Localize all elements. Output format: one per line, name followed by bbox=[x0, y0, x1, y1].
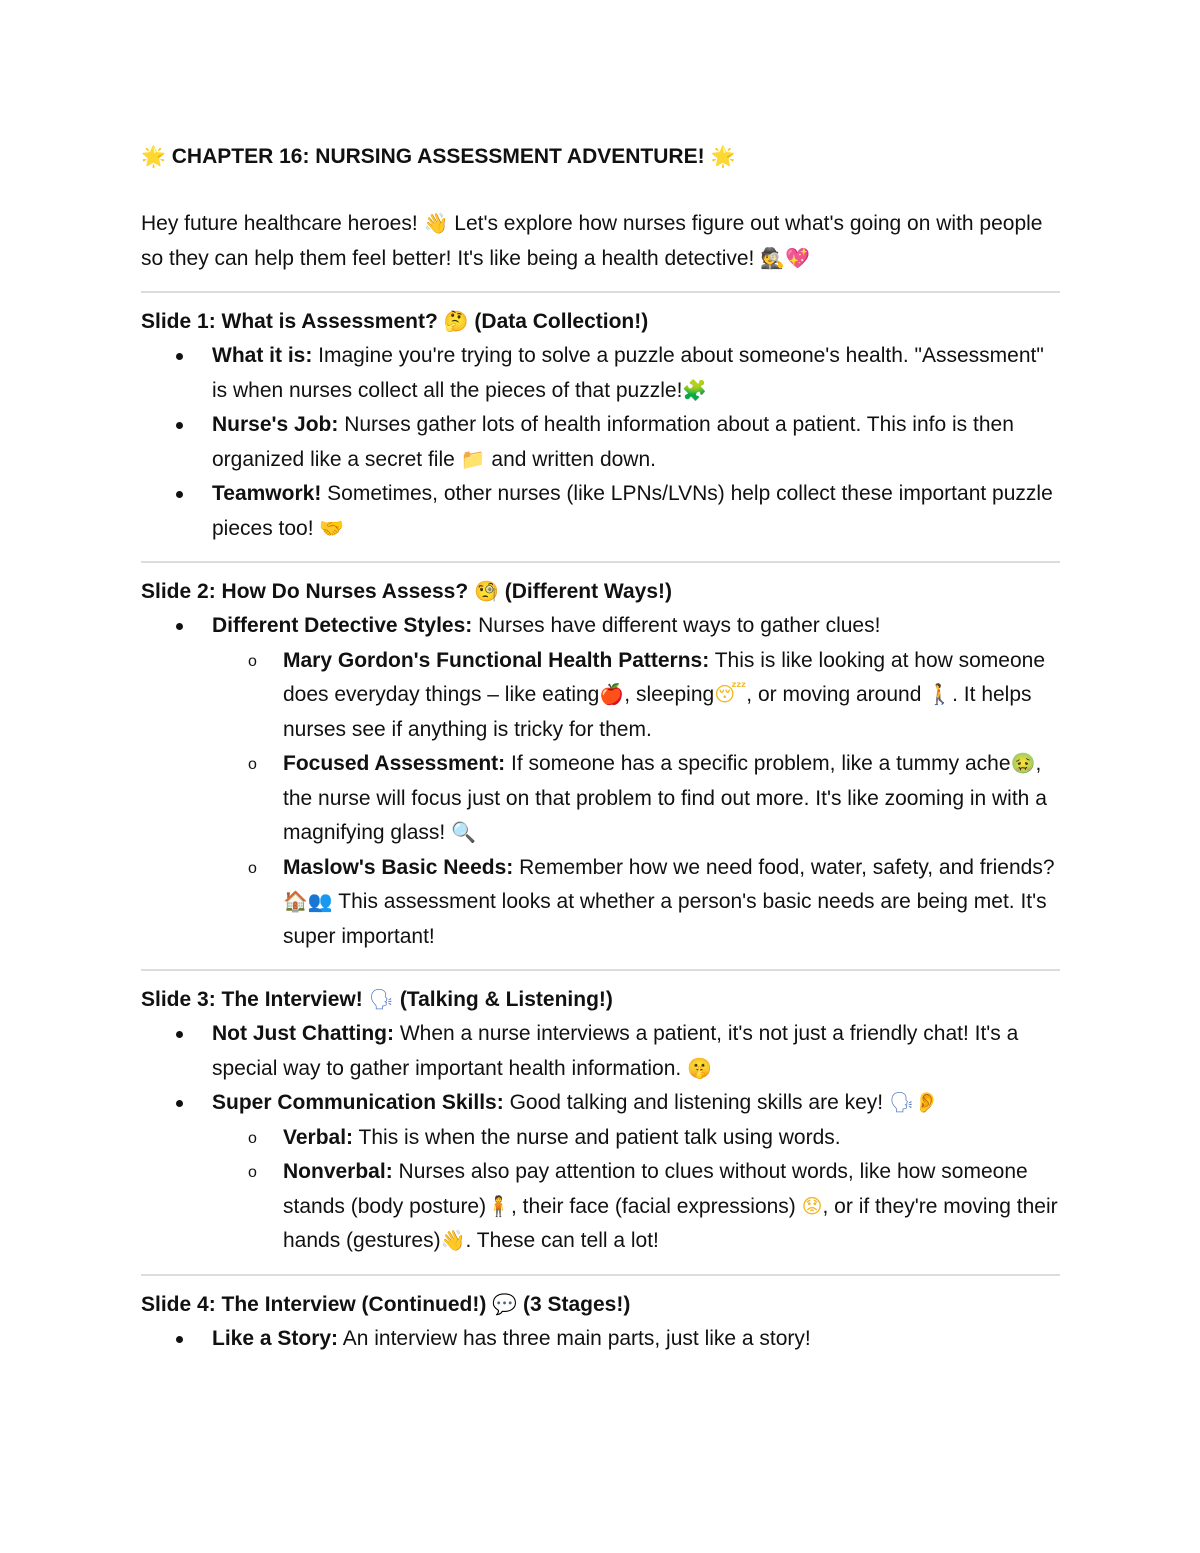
item-label: Like a Story: bbox=[212, 1326, 339, 1350]
slide-2-section bbox=[141, 575, 1060, 954]
waving-hand-icon: 👋 bbox=[440, 1228, 466, 1252]
item-label: Not Just Chatting: bbox=[212, 1022, 394, 1045]
slide-2-heading bbox=[141, 575, 1060, 609]
slide-heading-text: Slide 3: The Interview! bbox=[141, 988, 363, 1011]
folder-icon: 📁 bbox=[460, 446, 486, 471]
shushing-face-icon: 🤫 bbox=[687, 1055, 712, 1080]
item-text: If someone has a specific problem, like a tummy ache bbox=[510, 752, 1011, 775]
slide-heading-tail: (Talking & Listening!) bbox=[399, 988, 613, 1011]
intro-text: Hey future healthcare heroes! bbox=[141, 212, 418, 235]
item-text: , or moving around bbox=[746, 683, 922, 706]
sparkling-heart-icon: 💖 bbox=[785, 246, 811, 270]
intro-paragraph bbox=[141, 206, 1060, 276]
slide-heading-tail: (3 Stages!) bbox=[522, 1292, 631, 1316]
slide-4-section bbox=[141, 1288, 1060, 1357]
sub-list-item bbox=[283, 644, 1060, 748]
slide-4-heading bbox=[141, 1288, 1060, 1322]
speech-balloon-icon: 💬 bbox=[492, 1291, 518, 1316]
item-text: Good talking and listening skills are key! bbox=[509, 1091, 884, 1114]
list-item bbox=[212, 1322, 1060, 1357]
list-item bbox=[212, 609, 1060, 954]
item-label: Mary Gordon's Functional Health Patterns: bbox=[283, 648, 710, 672]
item-label: Super Communication Skills: bbox=[212, 1091, 504, 1114]
sub-list-item bbox=[283, 1121, 1060, 1156]
item-label: Verbal: bbox=[283, 1125, 354, 1149]
chapter-title-text: CHAPTER 16: NURSING ASSESSMENT ADVENTURE! bbox=[171, 145, 705, 168]
item-text: This assessment looks at whether a person's basic needs are being met. It's super important! bbox=[283, 890, 1047, 948]
slide-3-sublist bbox=[212, 1121, 1060, 1259]
item-text: . These can tell a lot! bbox=[465, 1229, 659, 1252]
slide-heading-text: Slide 1: What is Assessment? bbox=[141, 310, 438, 333]
slide-3-heading bbox=[141, 983, 1060, 1017]
walking-person-icon: 🚶 bbox=[927, 682, 953, 706]
item-label: Nurse's Job: bbox=[212, 413, 339, 436]
section-divider bbox=[141, 561, 1060, 563]
slide-heading-tail: (Different Ways!) bbox=[504, 580, 672, 603]
speaking-head-icon: 🗣 bbox=[888, 1090, 915, 1114]
sub-list-item bbox=[283, 851, 1060, 955]
slide-heading-tail: (Data Collection!) bbox=[474, 310, 649, 333]
magnifying-glass-icon: 🔍 bbox=[451, 820, 476, 844]
ear-icon: 👂 bbox=[914, 1090, 940, 1114]
item-text: An interview has three main parts, just like a story! bbox=[342, 1326, 811, 1350]
item-label: Focused Assessment: bbox=[283, 752, 506, 775]
item-text: This is like looking at how someone does everyday things – like eating bbox=[283, 648, 1046, 706]
people-icon: 👥 bbox=[307, 889, 333, 913]
item-text: Sometimes, other nurses (like LPNs/LVNs) help collect these important puzzle pieces too! bbox=[212, 482, 1053, 540]
item-text: Imagine you're trying to solve a puzzle about someone's health. "Assessment" is when nurses collect all the pieces of that puzzle! bbox=[212, 344, 1044, 402]
chapter-title bbox=[141, 141, 1060, 173]
slide-1-list bbox=[141, 339, 1060, 546]
standing-person-icon: 🧍 bbox=[486, 1193, 512, 1218]
item-text: When a nurse interviews a patient, it's not just a friendly chat! It's a special way to gather important health information. bbox=[212, 1022, 1019, 1080]
item-text: Remember how we need food, water, safety, and friends? bbox=[519, 855, 1055, 879]
item-text: , or if they're moving their hands (gestures) bbox=[283, 1194, 1058, 1252]
section-divider bbox=[141, 291, 1060, 293]
list-item bbox=[212, 1086, 1060, 1259]
house-icon: 🏠 bbox=[283, 889, 308, 913]
sleeping-face-icon: 😴 bbox=[714, 682, 747, 706]
section-divider bbox=[141, 969, 1060, 971]
item-label: Nonverbal: bbox=[283, 1160, 393, 1183]
monocle-face-icon: 🧐 bbox=[474, 579, 499, 603]
slide-heading-text: Slide 4: The Interview (Continued!) bbox=[141, 1292, 487, 1316]
intro-text: Let's explore how nurses figure out what's going on with people so they can help them feel better! It's like being a health detective! bbox=[141, 212, 1043, 270]
item-label: Maslow's Basic Needs: bbox=[283, 855, 514, 879]
waving-hand-icon: 👋 bbox=[423, 211, 449, 235]
puzzle-piece-icon: 🧩 bbox=[682, 377, 708, 402]
nauseated-face-icon: 🤢 bbox=[1010, 751, 1036, 775]
apple-icon: 🍎 bbox=[599, 682, 625, 706]
item-text: , their face (facial expressions) bbox=[511, 1194, 796, 1218]
item-label: What it is: bbox=[212, 344, 313, 367]
item-text: and written down. bbox=[491, 447, 656, 471]
slide-3-section bbox=[141, 983, 1060, 1259]
slide-2-list bbox=[141, 609, 1060, 954]
list-item bbox=[212, 339, 1060, 408]
slide-3-list bbox=[141, 1017, 1060, 1259]
list-item bbox=[212, 477, 1060, 546]
item-label: Different Detective Styles: bbox=[212, 614, 473, 637]
item-text: Nurses also pay attention to clues without words, like how someone stands (body posture) bbox=[283, 1160, 1028, 1218]
item-text: Nurses have different ways to gather clues! bbox=[478, 614, 881, 637]
item-text: This is when the nurse and patient talk using words. bbox=[358, 1125, 841, 1149]
speaking-head-icon: 🗣 bbox=[368, 987, 394, 1011]
thinking-face-icon: 🤔 bbox=[443, 309, 469, 333]
item-text: Nurses gather lots of health information about a patient. This info is then organized like a secret file bbox=[212, 413, 1014, 471]
star-icon: 🌟 bbox=[141, 144, 166, 168]
slide-1-section bbox=[141, 305, 1060, 546]
list-item bbox=[212, 1017, 1060, 1086]
item-text: . It helps nurses see if anything is tricky for them. bbox=[283, 683, 1032, 741]
item-label: Teamwork! bbox=[212, 482, 322, 505]
item-text: , the nurse will focus just on that problem to find out more. It's like zooming in with a magnifying glass! bbox=[283, 752, 1047, 844]
slide-heading-text: Slide 2: How Do Nurses Assess? bbox=[141, 580, 469, 603]
slide-4-list bbox=[141, 1322, 1060, 1357]
worried-face-icon: 😟 bbox=[801, 1193, 823, 1218]
sub-list-item bbox=[283, 1155, 1060, 1259]
section-divider bbox=[141, 1274, 1060, 1276]
item-text: , sleeping bbox=[624, 683, 715, 706]
list-item bbox=[212, 408, 1060, 477]
handshake-icon: 🤝 bbox=[319, 515, 345, 540]
sub-list-item bbox=[283, 747, 1060, 851]
slide-2-sublist bbox=[212, 644, 1060, 955]
star-icon: 🌟 bbox=[710, 144, 736, 168]
slide-1-heading bbox=[141, 305, 1060, 339]
detective-icon: 🕵 bbox=[760, 246, 786, 270]
